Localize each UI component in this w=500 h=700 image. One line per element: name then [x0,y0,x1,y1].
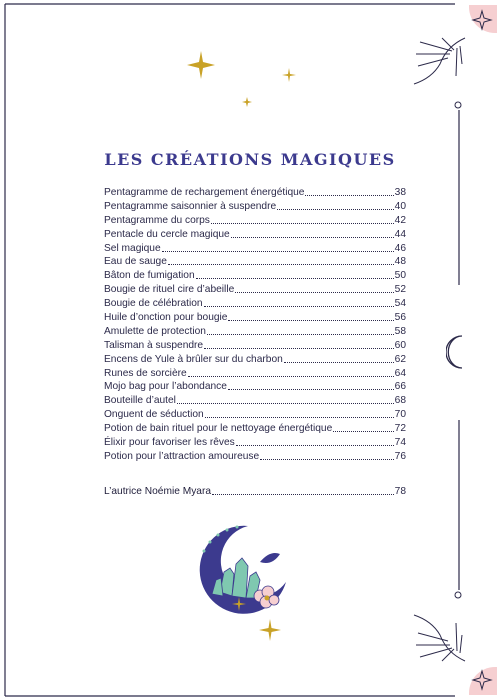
toc-entry-page: 40 [394,200,406,212]
toc-entry-page: 38 [394,187,406,198]
toc-entry-label: Pentagramme de rechargement énergétique [104,187,305,198]
author-entry[interactable] [104,485,406,499]
toc-entry-page: 44 [394,228,406,240]
toc-entry-label: Mojo bag pour l’abondance [104,381,227,393]
toc-entry[interactable] [104,367,406,381]
toc-entry[interactable] [104,297,406,311]
toc-entry-label: Sel magique [104,242,161,254]
toc-entry[interactable] [104,422,406,436]
dot-leader [260,450,393,460]
toc-entry-label: Talisman à suspendre [104,339,204,351]
toc-entry-page: 64 [394,367,406,379]
toc-entry-page: 68 [394,395,406,407]
table-of-contents [104,186,406,464]
toc-entry-page: 46 [394,242,406,254]
toc-entry[interactable] [104,408,406,422]
dot-leader [235,283,393,293]
toc-entry-page: 58 [394,325,406,337]
toc-entry[interactable] [104,214,406,228]
toc-entry-page: 54 [394,298,406,310]
toc-entry[interactable] [104,311,406,325]
toc-entry-label: Potion pour l’attraction amoureuse [104,450,260,462]
toc-entry[interactable] [104,283,406,297]
dot-leader [188,367,394,377]
sparkle-icon [187,51,215,79]
dot-leader [177,394,394,404]
dot-leader [305,186,393,196]
dot-leader [228,380,394,390]
toc-entry[interactable] [104,380,406,394]
toc-entry[interactable] [104,186,406,200]
toc-entry-label: Potion de bain rituel pour le nettoyage énergétique [104,423,333,435]
toc-entry[interactable] [104,353,406,367]
toc-entry-label: Pentagramme saisonnier à suspendre [104,200,277,212]
dot-leader [284,353,394,363]
toc-entry[interactable] [104,450,406,464]
toc-entry[interactable] [104,339,406,353]
toc-entry-label: L’autrice Noémie Myara [104,486,212,497]
dot-leader [333,422,393,432]
toc-entry-page: 56 [394,312,406,324]
toc-entry-label: Pentagramme du corps [104,214,210,226]
toc-entry-label: Bougie de rituel cire d’abeille [104,284,235,296]
sparkle-icon [259,619,281,641]
dot-leader [231,228,394,238]
toc-entry-label: Bâton de fumigation [104,270,195,282]
toc-entry-page: 74 [394,437,406,449]
toc-entry-label: Amulette de protection [104,325,206,337]
toc-entry[interactable] [104,228,406,242]
dot-leader [205,408,394,418]
dot-leader [204,339,394,349]
page-title: LES CRÉATIONS MAGIQUES [104,150,396,169]
toc-entry-label: Pentacle du cercle magique [104,228,230,240]
sunburst-corner-icon [412,36,467,91]
dot-leader [207,325,394,335]
dot-leader [211,214,394,224]
toc-entry-page: 72 [394,423,406,435]
toc-entry-label: Élixir pour favoriser les rêves [104,437,235,449]
toc-entry[interactable] [104,200,406,214]
crescent-moon-icon [446,334,472,370]
toc-entry-page: 50 [394,270,406,282]
toc-entry-label: Huile d’onction pour bougie [104,312,228,324]
toc-entry-page: 78 [394,486,406,497]
dot-leader [204,297,394,307]
toc-entry[interactable] [104,436,406,450]
toc-entry-page: 42 [394,214,406,226]
toc-entry-label: Bougie de célébration [104,298,203,310]
toc-entry-page: 70 [394,409,406,421]
dot-leader [212,485,394,495]
toc-entry[interactable] [104,269,406,283]
dot-leader [162,242,394,252]
toc-entry-page: 66 [394,381,406,393]
sparkle-icon [282,68,296,82]
toc-entry-page: 48 [394,256,406,268]
dot-leader [196,269,394,279]
toc-entry-page: 62 [394,353,406,365]
toc-entry[interactable] [104,394,406,408]
dot-leader [168,255,394,265]
toc-entry-page: 60 [394,339,406,351]
sunburst-corner-icon [412,608,467,663]
toc-entry-label: Bouteille d’autel [104,395,176,407]
sparkle-icon [467,665,497,695]
dot-leader [277,200,394,210]
dot-leader [228,311,393,321]
toc-entry-page: 76 [394,450,406,462]
toc-entry-label: Encens de Yule à brûler sur du charbon [104,353,283,365]
toc-entry-page: 52 [394,284,406,296]
toc-entry[interactable] [104,255,406,269]
toc-entry-label: Runes de sorcière [104,367,187,379]
toc-entry-label: Eau de sauge [104,256,167,268]
sparkle-icon [242,97,252,107]
toc-entry[interactable] [104,325,406,339]
dot-leader [236,436,394,446]
sparkle-icon [467,5,497,35]
toc-entry[interactable] [104,242,406,256]
toc-entry-label: Onguent de séduction [104,409,204,421]
sparkle-icon [232,597,246,611]
